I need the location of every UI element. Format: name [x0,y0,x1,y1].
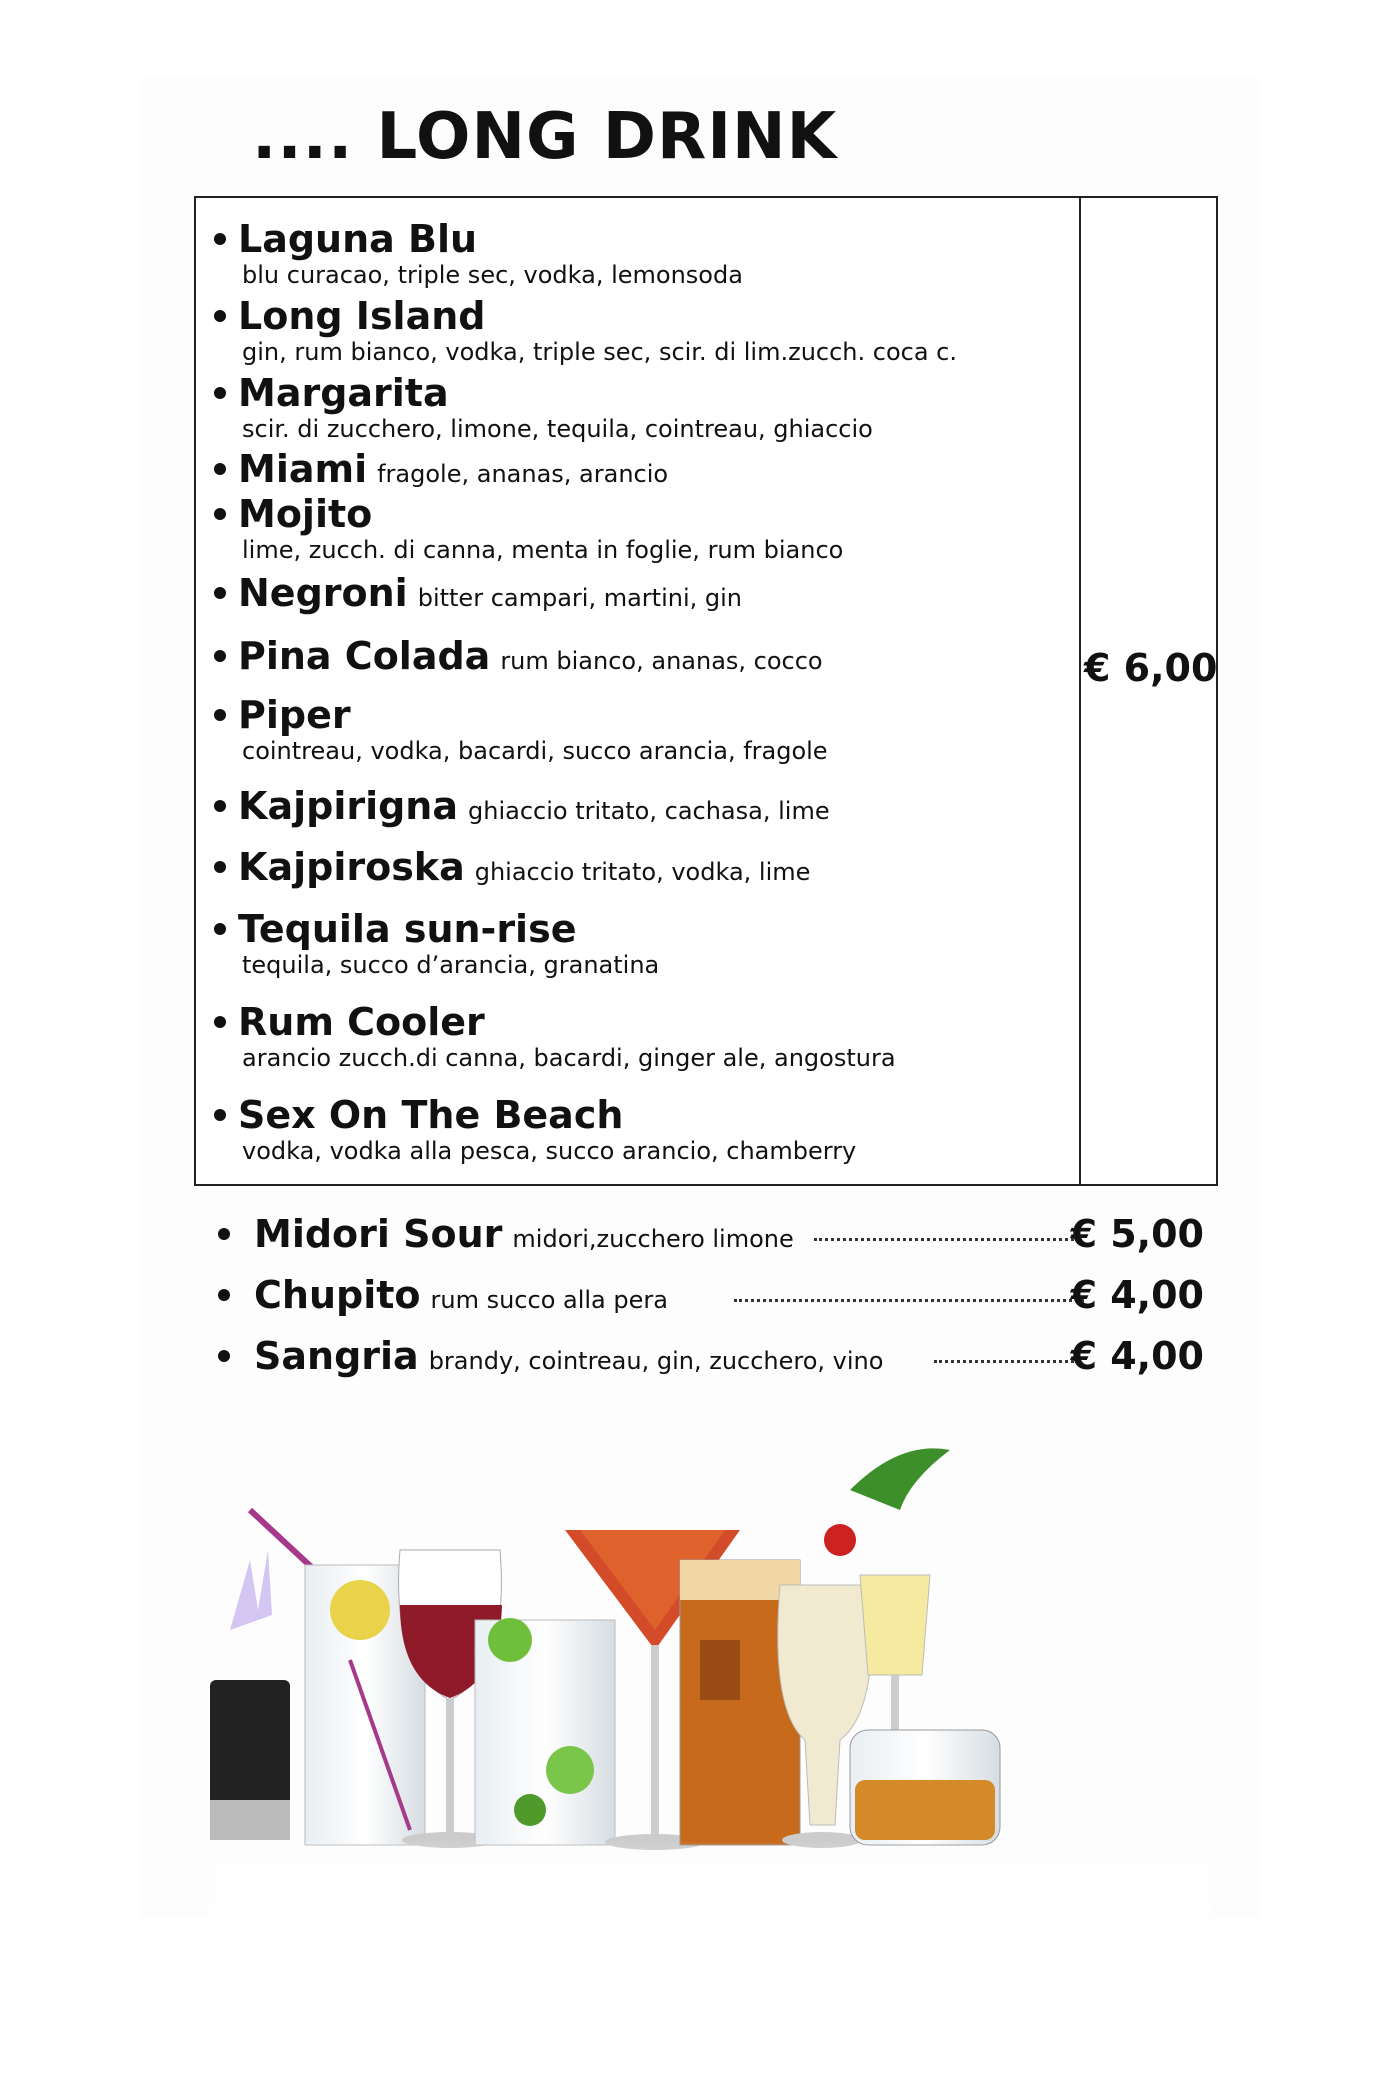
drink-name: Pina Colada [238,634,491,678]
drink-name: Kajpirigna [238,784,459,828]
bullet-icon [214,463,226,475]
drink-ingredients: cointreau, vodka, bacardi, succo arancia, fragole [242,737,828,765]
drink-name: Negroni [238,571,408,615]
drink-margarita [214,372,873,444]
drink-ingredients: rum bianco, ananas, cocco [500,647,823,675]
bullet-icon [218,1350,230,1362]
drink-ingredients: bitter campari, martini, gin [417,584,742,612]
bullet-icon [214,587,226,599]
bullet-icon [214,861,226,873]
extra-price: € 4,00 [1070,1334,1204,1378]
drink-name: Margarita [238,371,449,415]
drink-miami [214,448,668,495]
drink-negroni [214,572,742,619]
extra-ingredients: brandy, cointreau, gin, zucchero, vino [428,1347,884,1375]
bullet-icon [218,1289,230,1301]
bullet-icon [214,508,226,520]
drink-ingredients: fragole, ananas, arancio [377,460,669,488]
drink-ingredients: arancio zucch.di canna, bacardi, ginger ale, angostura [242,1044,896,1072]
drink-long-island [214,295,957,367]
drink-ingredients: lime, zucch. di canna, menta in foglie, rum bianco [242,536,844,564]
drink-mojito [214,493,843,565]
extra-price: € 4,00 [1070,1273,1204,1317]
drink-ingredients: scir. di zucchero, limone, tequila, cointreau, ghiaccio [242,415,873,443]
drink-name: Miami [238,447,368,491]
bullet-icon [214,233,226,245]
drink-ingredients: vodka, vodka alla pesca, succo arancio, chamberry [242,1137,857,1165]
drink-name: Sex On The Beach [238,1093,624,1137]
dot-leader [814,1224,1080,1241]
extra-sangria [214,1330,1214,1382]
bullet-icon [214,387,226,399]
drink-name: Mojito [238,492,373,536]
drink-sex-on-the-beach [214,1094,856,1166]
cocktail-glasses-illustration [210,1440,1210,1920]
bullet-icon [218,1228,230,1240]
drink-rum-cooler [214,1001,896,1073]
bullet-icon [214,310,226,322]
drink-kajpiroska [214,846,810,893]
drink-name: Rum Cooler [238,1000,485,1044]
extra-price: € 5,00 [1070,1212,1204,1256]
long-drink-price: € 6,00 [1084,646,1218,690]
bullet-icon [214,709,226,721]
drink-ingredients: blu curacao, triple sec, vodka, lemonsoda [242,261,743,289]
drink-name: Laguna Blu [238,217,478,261]
bullet-icon [214,650,226,662]
bullet-icon [214,923,226,935]
menu-title: .... LONG DRINK [252,100,838,174]
drink-tequila-sun-rise [214,908,659,980]
drink-ingredients: tequila, succo d’arancia, granatina [242,951,660,979]
extra-name: Chupito [254,1273,421,1317]
dot-leader [934,1346,1080,1363]
drink-ingredients: gin, rum bianco, vodka, triple sec, scir. di lim.zucch. coca c. [242,338,958,366]
drink-piper [214,694,828,766]
extra-name: Midori Sour [254,1212,503,1256]
drink-name: Tequila sun-rise [238,907,577,951]
dot-leader [734,1285,1084,1302]
extra-ingredients: rum succo alla pera [430,1286,668,1314]
extra-name: Sangria [254,1334,419,1378]
extra-midori-sour [214,1208,1214,1260]
drink-pina-colada [214,635,823,682]
bullet-icon [214,1109,226,1121]
extra-chupito [214,1269,1214,1321]
drink-name: Piper [238,693,351,737]
bullet-icon [214,800,226,812]
drink-name: Kajpiroska [238,845,465,889]
long-drink-box [194,196,1218,1186]
drink-name: Long Island [238,294,486,338]
price-column-divider [1079,198,1081,1184]
drink-kajpirigna [214,785,830,832]
drink-laguna-blu [214,218,743,290]
drink-ingredients: ghiaccio tritato, cachasa, lime [468,797,830,825]
bullet-icon [214,1016,226,1028]
drink-ingredients: ghiaccio tritato, vodka, lime [474,858,811,886]
extra-ingredients: midori,zucchero limone [512,1225,794,1253]
